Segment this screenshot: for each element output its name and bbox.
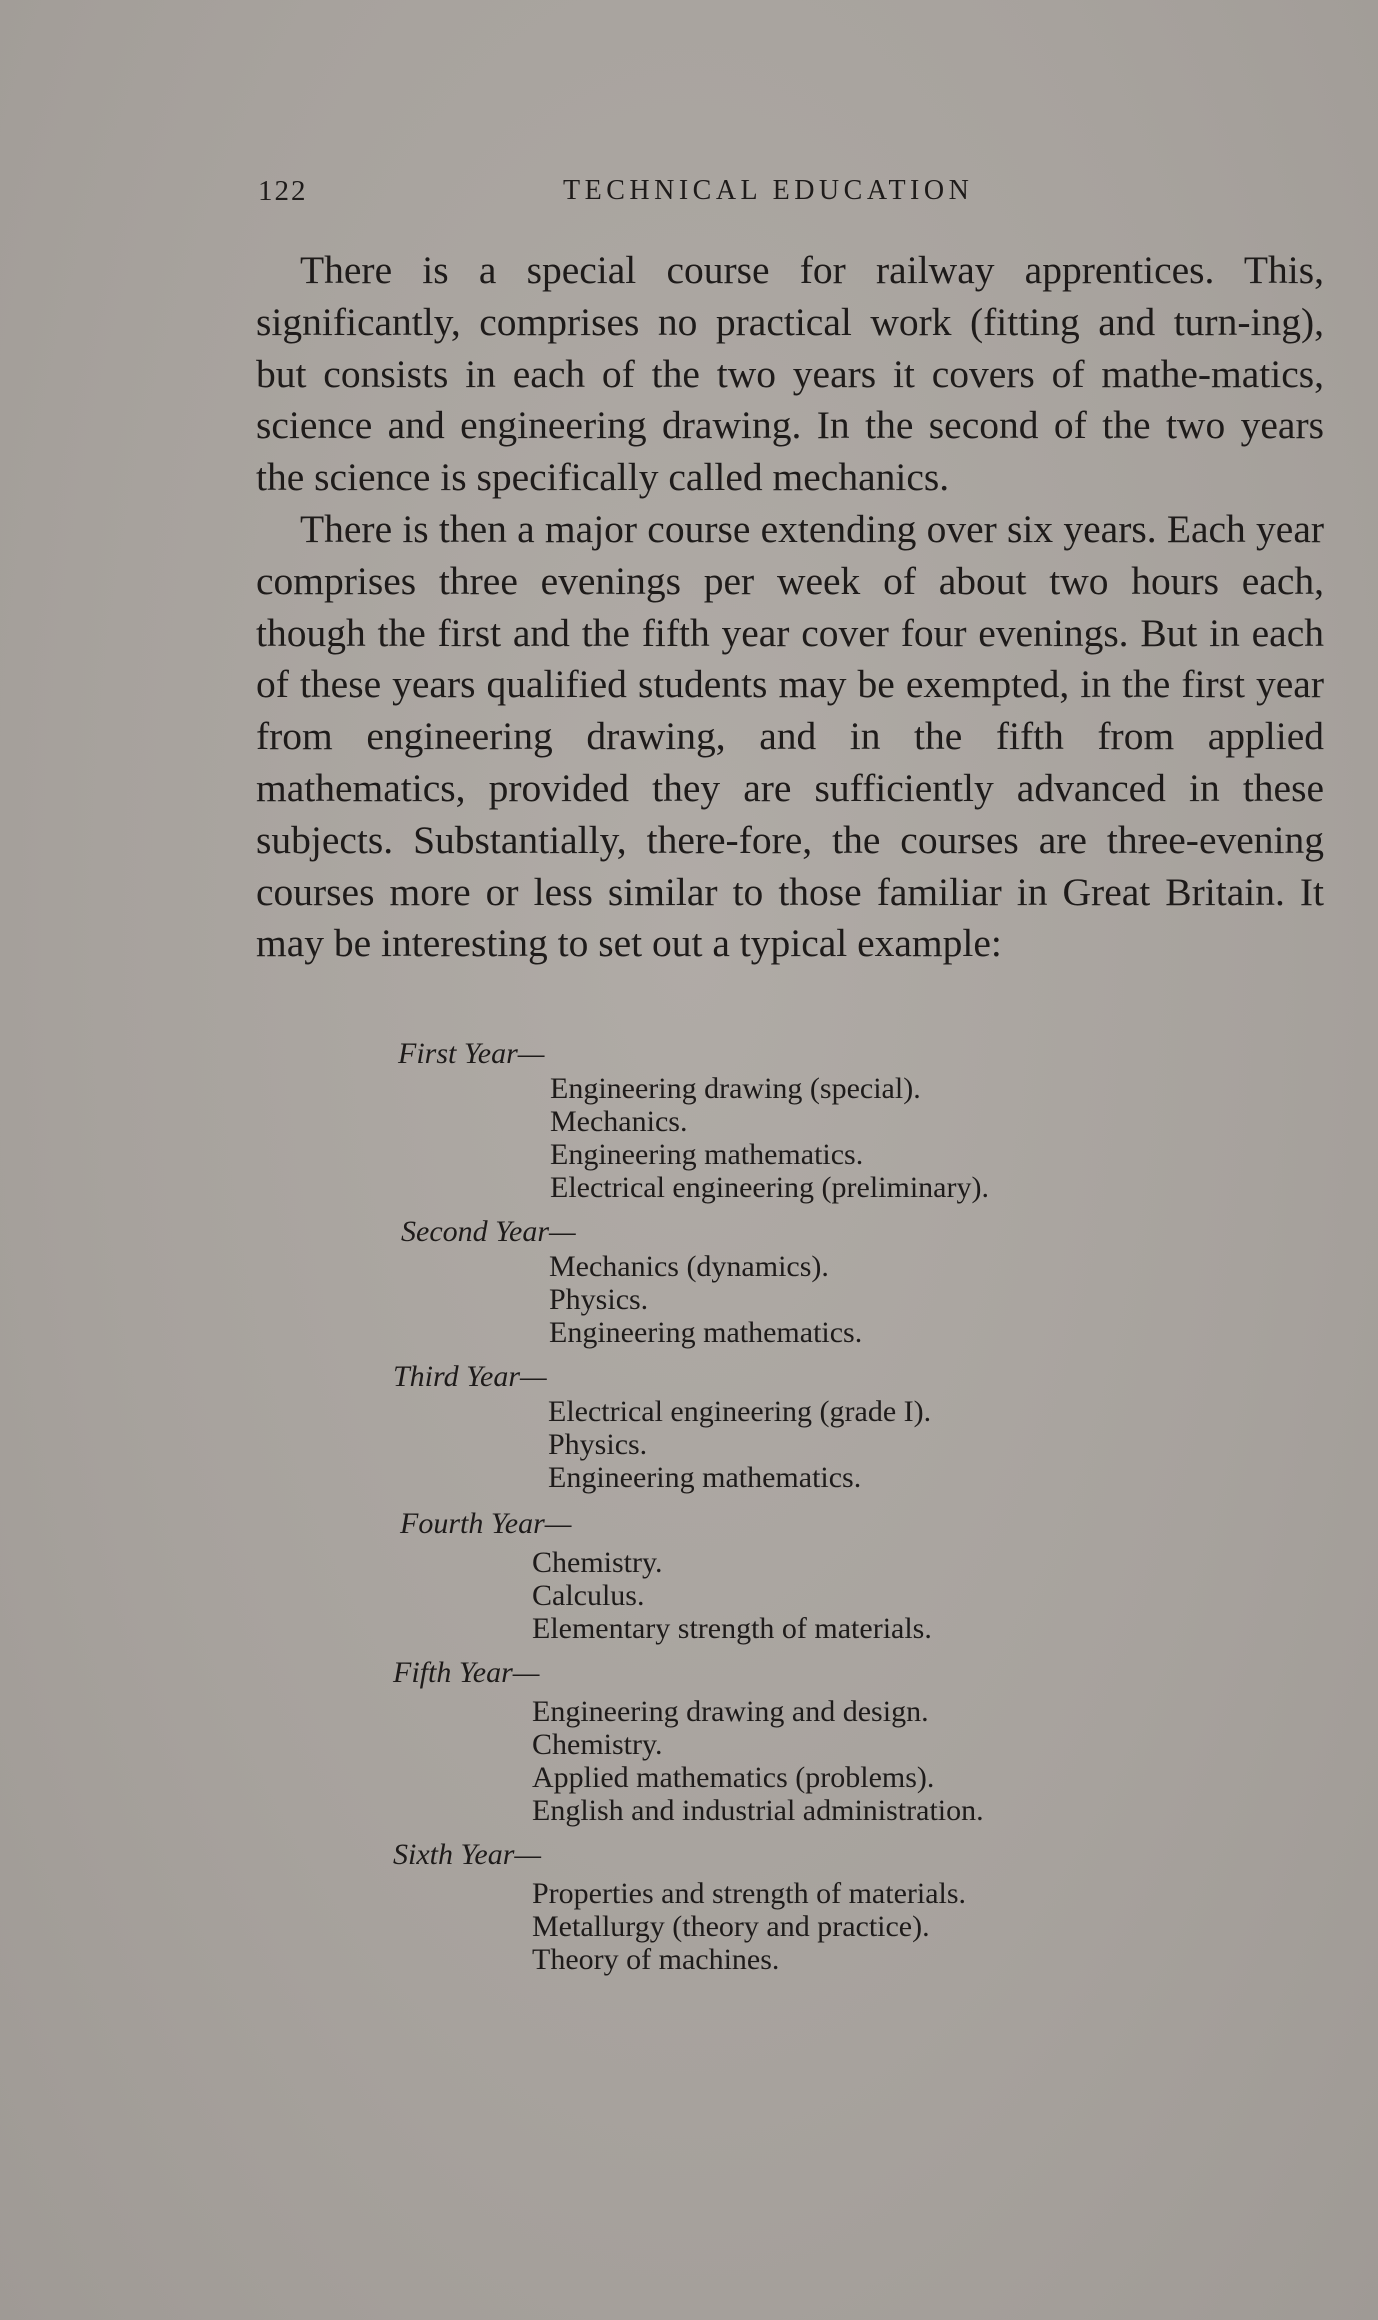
year-heading: Sixth Year—	[393, 1838, 542, 1871]
running-title: TECHNICAL EDUCATION	[563, 175, 974, 206]
subject-list	[0, 1695, 1378, 1827]
paragraph-major-course: There is then a major course extending over six years. Each year comprises three evenings per week of about two hours each, though the first and the fifth year cover four evenings. But in each of these years qualified students may be exempted, in the first year from engineering drawing, and in the fifth from applied mathematics, provided they are sufficiently advanced in these subjects. Substantially, there-fore, the courses are three-evening courses more or less similar to those familiar in Great Britain. It may be interesting to set out a typical example:	[256, 506, 1324, 966]
subject-item: English and industrial administration.	[532, 1794, 984, 1827]
subject-item: Elementary strength of materials.	[532, 1612, 932, 1645]
year-heading: Second Year—	[401, 1215, 576, 1248]
year-block-third	[0, 1359, 1378, 1494]
subject-item: Electrical engineering (preliminary).	[550, 1171, 989, 1204]
year-heading: Third Year—	[393, 1360, 547, 1393]
year-block-fourth	[0, 1506, 1378, 1645]
subject-item: Mechanics (dynamics).	[549, 1250, 829, 1283]
subject-item: Applied mathematics (problems).	[532, 1761, 935, 1794]
year-block-sixth	[0, 1837, 1378, 1976]
year-block-first	[0, 1036, 1378, 1204]
running-head	[258, 175, 1018, 215]
subject-list	[0, 1546, 1378, 1645]
year-heading: First Year—	[398, 1037, 545, 1070]
subject-item: Engineering drawing (special).	[550, 1072, 921, 1105]
year-heading: Fourth Year—	[400, 1507, 572, 1540]
year-block-second	[0, 1214, 1378, 1349]
subject-item: Calculus.	[532, 1579, 645, 1612]
subject-item: Electrical engineering (grade I).	[548, 1395, 932, 1428]
subject-item: Mechanics.	[550, 1105, 688, 1138]
subject-item: Engineering mathematics.	[549, 1316, 863, 1349]
year-block-fifth	[0, 1655, 1378, 1827]
subject-list	[0, 1250, 1378, 1349]
subject-item: Chemistry.	[532, 1546, 663, 1579]
subject-item: Metallurgy (theory and practice).	[532, 1910, 930, 1943]
body-text	[256, 245, 1324, 970]
subject-item: Engineering drawing and design.	[532, 1695, 929, 1728]
paragraph-railway-course: There is a special course for railway apprentices. This, significantly, comprises no practical work (fitting and turn-ing), but consists in each of the two years it covers of mathe-matics, science and engineering drawing. In the second of the two years the science is specifically called mechanics.	[256, 248, 1324, 500]
course-list	[0, 1036, 1378, 1976]
page-number: 122	[258, 175, 308, 207]
subject-list	[0, 1877, 1378, 1976]
year-heading: Fifth Year—	[393, 1656, 540, 1689]
subject-list	[0, 1395, 1378, 1494]
subject-list	[0, 1072, 1378, 1204]
subject-item: Physics.	[549, 1283, 649, 1316]
subject-item: Engineering mathematics.	[548, 1461, 862, 1494]
subject-item: Chemistry.	[532, 1728, 663, 1761]
subject-item: Properties and strength of materials.	[532, 1877, 967, 1910]
subject-item: Physics.	[548, 1428, 648, 1461]
subject-item: Engineering mathematics.	[550, 1138, 864, 1171]
subject-item: Theory of machines.	[532, 1943, 780, 1976]
